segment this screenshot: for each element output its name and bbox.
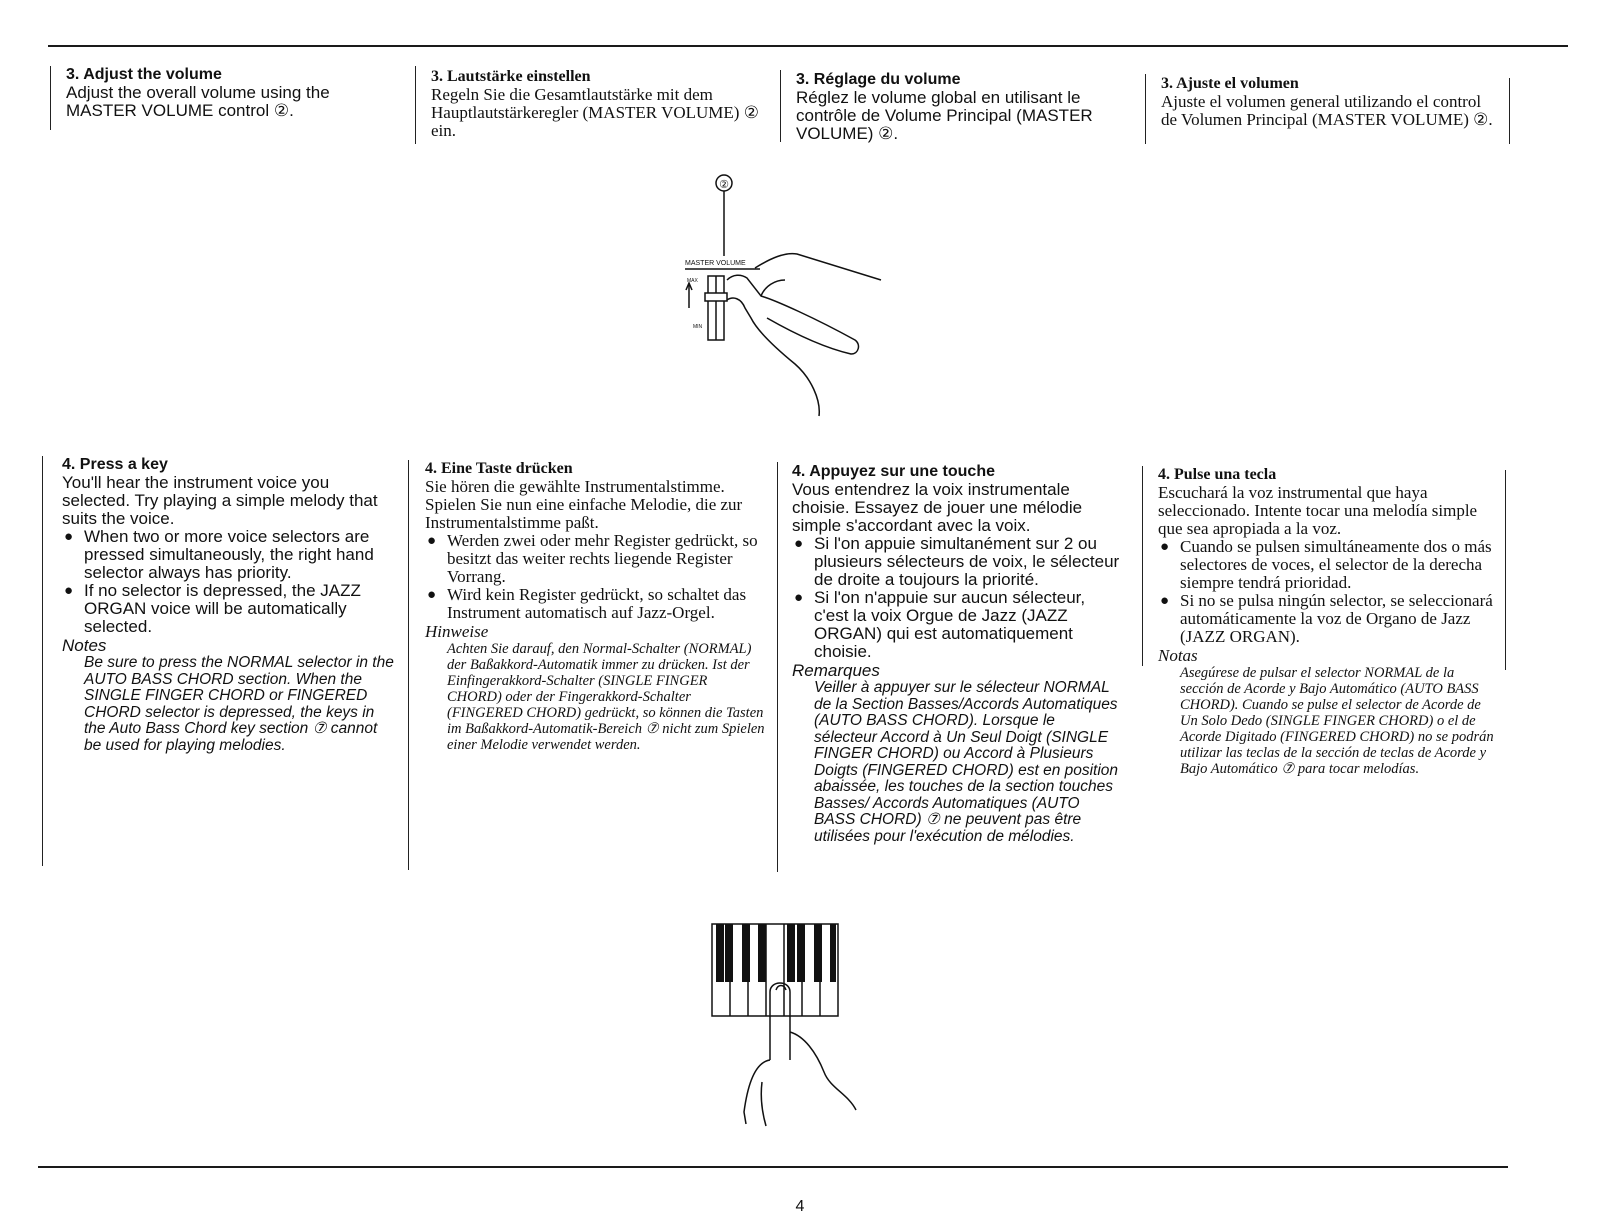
page-number: 4 (795, 1198, 805, 1215)
bullet-item: ● Si l'on n'appuie sur aucun sélecteur, c'est la voix Orgue de Jazz (JAZZ ORGAN) qui est automatiquement choisie. (792, 589, 1122, 661)
max-label: MAX (687, 278, 698, 284)
top-rule (48, 45, 1568, 47)
bottom-rule (38, 1166, 1508, 1168)
volume-section-es (1161, 75, 1501, 129)
black-key (787, 924, 795, 982)
section-body: Escuchará la voz instrumental que haya seleccionado. Intente tocar una melodía simple que sea apropiada a la voz. (1158, 483, 1478, 538)
section-body: Regeln Sie die Gesamtlautstärke mit dem Hauptlautstärkeregler (MASTER VOLUME) ② ein. (431, 85, 759, 140)
key-section-es (1158, 466, 1498, 777)
column-divider (408, 460, 409, 870)
column-divider (50, 66, 51, 130)
bullet-item: ● Cuando se pulsen simultáneamente dos o más selectores de voces, el selector de la derecha siempre tendrá prioridad. (1158, 538, 1498, 592)
notes-text: Veiller à appuyer sur le sélecteur NORMAL de la Section Basses/Accords Automatiques (AUTO BASS CHORD). Lorsque le sélecteur Accord à Un Seul Doigt (SINGLE FINGER CHORD) ou Accord à Plusieurs Doigts (FINGERED CHORD) est en position abaissée, les touches de la section touches Basses/ Accords Automatiques (AUTO BASS CHORD) ⑦ ne peuvent pas être utilisées pour l'exécution de mélodies. (814, 679, 1119, 845)
black-key (830, 924, 836, 982)
section-title: 4. Appuyez sur une touche (792, 463, 995, 480)
section-body: Vous entendrez la voix instrumentale choisie. Essayez de jouer une mélodie simple s'accordant avec la voix. (792, 480, 1083, 535)
finger-shape (727, 275, 858, 354)
black-key (814, 924, 822, 982)
section-title: 4. Press a key (62, 456, 168, 473)
bullet-item: ● Si l'on appuie simultanément sur 2 ou plusieurs sélecteurs de voix, le sélecteur de droite a toujours la priorité. (792, 535, 1122, 589)
section-body: Sie hören die gewählte Instrumentalstimme. Spielen Sie nun eine einfache Melodie, die zur Instrumentalstimme paßt. (425, 477, 743, 532)
notes-heading: Notas (1158, 646, 1198, 665)
volume-section-de (431, 68, 766, 140)
column-divider (1145, 74, 1146, 144)
slider-knob (705, 293, 727, 301)
column-divider (42, 456, 43, 866)
bullet-item: ● Wird kein Register gedrückt, so schaltet das Instrument automatisch auf Jazz-Orgel. (425, 586, 765, 622)
section-title: 4. Pulse una tecla (1158, 466, 1277, 483)
notes-text: Be sure to press the NORMAL selector in the AUTO BASS CHORD section. When the SINGLE FINGER CHORD or FINGERED CHORD selector is depressed, the keys in the Auto Bass Chord key section ⑦ cannot be used for playing melodies. (84, 654, 394, 754)
section-title: 3. Lautstärke einstellen (431, 68, 591, 85)
key-section-de (425, 460, 765, 753)
section-body: You'll hear the instrument voice you selected. Try playing a simple melody that suits the voice. (62, 473, 378, 528)
bullet-list (425, 532, 765, 622)
master-volume-label: MASTER VOLUME (685, 260, 746, 267)
section-body: Adjust the overall volume using the MASTER VOLUME control ②. (66, 83, 330, 120)
volume-section-en (66, 66, 396, 120)
column-divider (777, 462, 778, 872)
column-divider (1142, 466, 1143, 666)
column-divider (780, 70, 781, 142)
bullet-item: ● Werden zwei oder mehr Register gedrückt, so besitzt das weiter rechts liegende Register Vorrang. (425, 532, 765, 586)
bullet-list (792, 535, 1122, 661)
callout-label: ② (719, 179, 729, 191)
notes-heading: Notes (62, 636, 107, 655)
black-key (716, 924, 724, 982)
bullet-item: ● If no selector is depressed, the JAZZ ORGAN voice will be automatically selected. (62, 582, 397, 636)
section-title: 3. Ajuste el volumen (1161, 75, 1299, 92)
bullet-list (62, 528, 397, 636)
min-label: MIN (693, 324, 703, 330)
column-divider (415, 66, 416, 144)
section-title: 3. Réglage du volume (796, 71, 961, 88)
black-key (742, 924, 750, 982)
key-section-fr (792, 463, 1122, 845)
key-section-en (62, 456, 397, 754)
section-body: Réglez le volume global en utilisant le contrôle de Volume Principal (MASTER VOLUME) ②. (796, 88, 1093, 143)
black-key (797, 924, 805, 982)
column-divider (1505, 470, 1506, 670)
keyboard-illustration (700, 912, 860, 1132)
bullet-list (1158, 538, 1498, 646)
bullet-item: ● When two or more voice selectors are pressed simultaneously, the right hand selector always has priority. (62, 528, 397, 582)
notes-heading: Remarques (792, 661, 880, 680)
black-key (725, 924, 733, 982)
volume-section-fr (796, 71, 1126, 143)
section-body: Ajuste el volumen general utilizando el control de Volumen Principal (MASTER VOLUME) ②. (1161, 92, 1493, 129)
section-title: 3. Adjust the volume (66, 66, 222, 83)
column-divider (1509, 78, 1510, 144)
master-volume-illustration (675, 168, 895, 418)
bullet-item: ● Si no se pulsa ningún selector, se seleccionará automáticamente la voz de Organo de Jazz (JAZZ ORGAN). (1158, 592, 1498, 646)
black-key (758, 924, 766, 982)
section-title: 4. Eine Taste drücken (425, 460, 573, 477)
notes-heading: Hinweise (425, 622, 489, 641)
notes-text: Achten Sie darauf, den Normal-Schalter (NORMAL) der Baßakkord-Automatik immer zu drücken. Ist der Einfingerakkord-Schalter (SINGLE FINGER CHORD) oder der Fingerakkord-Schalter (FINGERED CHORD) gedrückt, so können die Tasten im Baßakkord-Automatik-Bereich ⑦ nicht zum Spielen einer Melodie verwendet werden. (447, 641, 765, 753)
notes-text: Asegúrese de pulsar el selector NORMAL de la sección de Acorde y Bajo Automático (AUTO BASS CHORD). Cuando se pulse el selector de Acorde de Un Solo Dedo (SINGLE FINGER CHORD) o el de Acorde Digitado (FINGERED CHORD) no se podrán utilizar las teclas de la sección de teclas de Acorde y Bajo Automático ⑦ para tocar melodías. (1180, 665, 1494, 777)
